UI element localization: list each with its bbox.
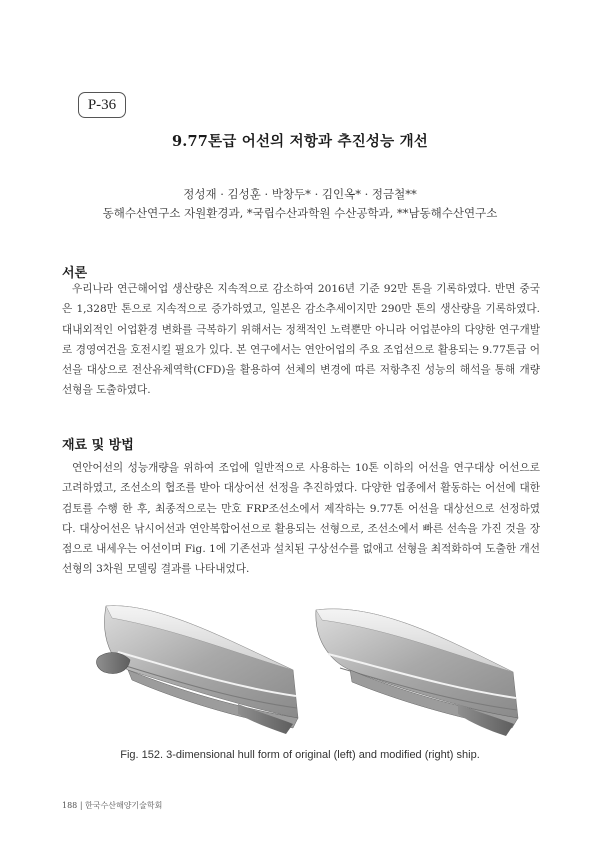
affiliation-line: 동해수산연구소 자원환경과, *국립수산과학원 수산공학과, **남동해수산연구소 bbox=[102, 206, 498, 220]
original-hull-model bbox=[97, 606, 298, 734]
paragraph-introduction: 우리나라 연근해어업 생산량은 지속적으로 감소하여 2016년 기준 92만 톤을 기록하였다. 반면 중국은 1,328만 톤으로 지속적으로 증가하였고, 일본은 감소추세이지만 290만 톤의 생산량을 기록하였다. 대내외적인 어업환경 변화를 극복하기 위해서는 정책적인 노력뿐만 아니라 어업분야의 다양한 연구개발로 경영여건을 호전시킬 필요가 있다. 본 연구에서는 연안어업의 주요 조업선으로 활용되는 9.77톤급 어선을 대상으로 전산유체역학(CFD)을 활용하여 선체의 변경에 따른 저항추진 성능의 해석을 통해 개량선형을 도출하였다. bbox=[62, 283, 540, 397]
paper-title: 9.77톤급 어선의 저항과 추진성능 개선 bbox=[171, 133, 428, 150]
page-footer: 188 | 한국수산해양기술학회 bbox=[62, 801, 163, 810]
poster-id-tag: P-36 bbox=[78, 92, 126, 118]
section-heading-introduction: 서론 bbox=[62, 266, 88, 281]
section-heading-methods: 재료 및 방법 bbox=[62, 438, 134, 453]
section-body-methods bbox=[62, 458, 540, 580]
author-list: 정성재 · 김성훈 · 박창두* · 김인옥* · 정금철** bbox=[183, 187, 417, 201]
section-body-introduction bbox=[62, 279, 540, 401]
paragraph-methods: 연안어선의 성능개량을 위하여 조업에 일반적으로 사용하는 10톤 이하의 어선을 연구대상 어선으로 고려하였고, 조선소의 협조를 받아 대상어선 선정을 추진하였다. 다양한 업종에서 활동하는 어선에 대한 검토를 수행 한 후, 최종적으로는 만호 FRP조선소에서 제작하는 9.77톤 어선을 대상선으로 선정하였다. 대상어선은 낚시어선과 연안복합어선으로 활용되는 선형으로, 조선소에서 빠른 선속을 가진 것을 장점으로 내세우는 어선이며 Fig. 1에 기존선과 설치된 구상선수를 없애고 선형을 최적화하여 도출한 개선선형의 3차원 모델링 결과를 나타내었다. bbox=[62, 462, 540, 576]
modified-hull-model bbox=[316, 609, 518, 736]
figure-caption: Fig. 152. 3-dimensional hull form of original (left) and modified (right) ship. bbox=[120, 749, 480, 761]
hull-figure bbox=[88, 600, 528, 740]
hull-figure-svg bbox=[88, 600, 528, 740]
